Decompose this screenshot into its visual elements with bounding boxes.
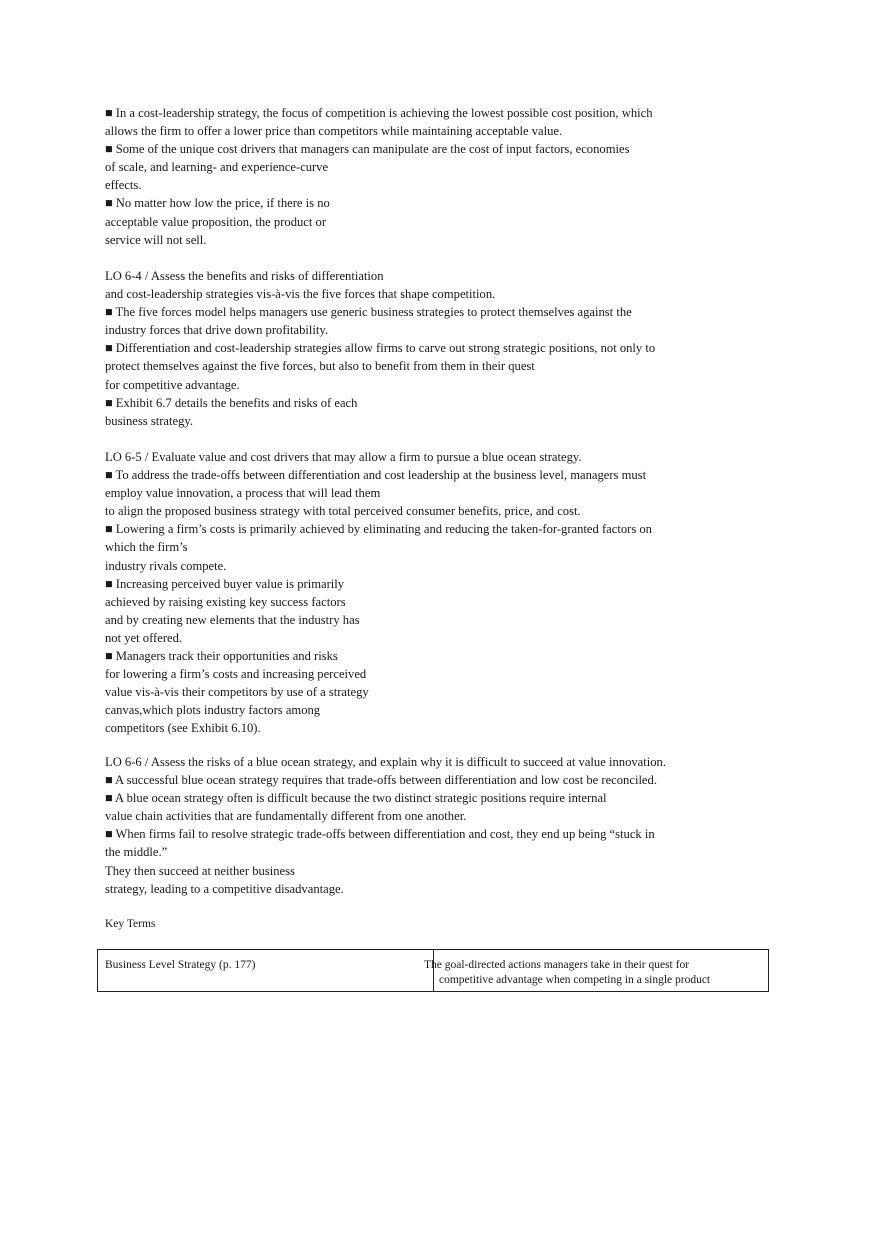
text-line: protect themselves against the five forces, but also to benefit from them in their quest bbox=[105, 359, 535, 374]
text-line: for lowering a firm’s costs and increasing perceived bbox=[105, 667, 367, 682]
key-terms-table bbox=[97, 949, 769, 992]
text-line: not yet offered. bbox=[105, 630, 183, 645]
text-line: value chain activities that are fundamentally different from one another. bbox=[105, 809, 467, 824]
text-line: employ value innovation, a process that will lead them bbox=[105, 486, 381, 501]
text-line: ■ In a cost-leadership strategy, the focus of competition is achieving the lowest possible cost position, which bbox=[105, 106, 653, 120]
text-line: canvas,which plots industry factors among bbox=[105, 703, 321, 718]
text-line: effects. bbox=[105, 178, 142, 193]
lo-6-5-section bbox=[105, 448, 745, 738]
text-line: allows the firm to offer a lower price than competitors while maintaining acceptable value. bbox=[105, 124, 563, 139]
key-terms-heading: Key Terms bbox=[105, 918, 156, 930]
key-term-definition bbox=[424, 958, 764, 988]
text-line: of scale, and learning- and experience-curve bbox=[105, 160, 329, 175]
lo-6-4-section bbox=[105, 267, 745, 430]
text-line: business strategy. bbox=[105, 413, 194, 428]
text-line: for competitive advantage. bbox=[105, 377, 240, 392]
text-line: ■ A successful blue ocean strategy requires that trade-offs between differentiation and low cost be reconciled. bbox=[105, 773, 657, 788]
text-line: and cost-leadership strategies vis-à-vis the five forces that shape competition. bbox=[105, 287, 496, 302]
text-line: ■ Lowering a firm’s costs is primarily achieved by eliminating and reducing the taken-for-granted factors on bbox=[105, 522, 652, 537]
text-line: industry forces that drive down profitability. bbox=[105, 323, 329, 338]
text-line: ■ No matter how low the price, if there is no bbox=[105, 196, 330, 211]
text-line: acceptable value proposition, the product or bbox=[105, 214, 327, 229]
lo-6-6-section bbox=[105, 753, 745, 898]
text-line: competitors (see Exhibit 6.10). bbox=[105, 721, 261, 736]
text-line: ■ Increasing perceived buyer value is primarily bbox=[105, 576, 345, 591]
definition-line: The goal-directed actions managers take in their quest for bbox=[424, 959, 690, 971]
text-line: to align the proposed business strategy with total perceived consumer benefits, price, and cost. bbox=[105, 504, 581, 519]
text-line: value vis-à-vis their competitors by use of a strategy bbox=[105, 685, 369, 700]
text-line: ■ Managers track their opportunities and risks bbox=[105, 649, 338, 664]
text-line: and by creating new elements that the industry has bbox=[105, 612, 360, 627]
text-line: strategy, leading to a competitive disadvantage. bbox=[105, 881, 344, 896]
text-line: industry rivals compete. bbox=[105, 558, 227, 573]
text-line: achieved by raising existing key success factors bbox=[105, 594, 346, 609]
cost-leadership-summary bbox=[105, 104, 745, 249]
text-line: which the firm’s bbox=[105, 540, 188, 555]
text-line: ■ To address the trade-offs between differentiation and cost leadership at the business level, managers must bbox=[105, 468, 647, 483]
text-line: ■ Differentiation and cost-leadership strategies allow firms to carve out strong strategic positions, not only to bbox=[105, 341, 656, 356]
text-line: ■ When firms fail to resolve strategic trade-offs between differentiation and cost, they end up being “stuck in bbox=[105, 827, 655, 842]
text-line: ■ A blue ocean strategy often is difficult because the two distinct strategic positions require internal bbox=[105, 791, 607, 806]
key-term-name: Business Level Strategy (p. 177) bbox=[105, 959, 256, 971]
text-line: service will not sell. bbox=[105, 232, 207, 247]
definition-line: competitive advantage when competing in a single product bbox=[439, 974, 711, 986]
text-line: the middle.” bbox=[105, 845, 168, 860]
text-line: They then succeed at neither business bbox=[105, 863, 295, 878]
text-line: ■ Some of the unique cost drivers that managers can manipulate are the cost of input factors, economies bbox=[105, 142, 630, 157]
section-heading: LO 6-6 / Assess the risks of a blue ocean strategy, and explain why it is difficult to succeed at value innovation. bbox=[105, 755, 666, 769]
section-heading: LO 6-5 / Evaluate value and cost drivers that may allow a firm to pursue a blue ocean strategy. bbox=[105, 450, 582, 464]
text-line: ■ Exhibit 6.7 details the benefits and risks of each bbox=[105, 395, 358, 410]
section-heading: LO 6-4 / Assess the benefits and risks of differentiation bbox=[105, 269, 384, 283]
text-line: ■ The five forces model helps managers use generic business strategies to protect themselves against the bbox=[105, 305, 632, 320]
